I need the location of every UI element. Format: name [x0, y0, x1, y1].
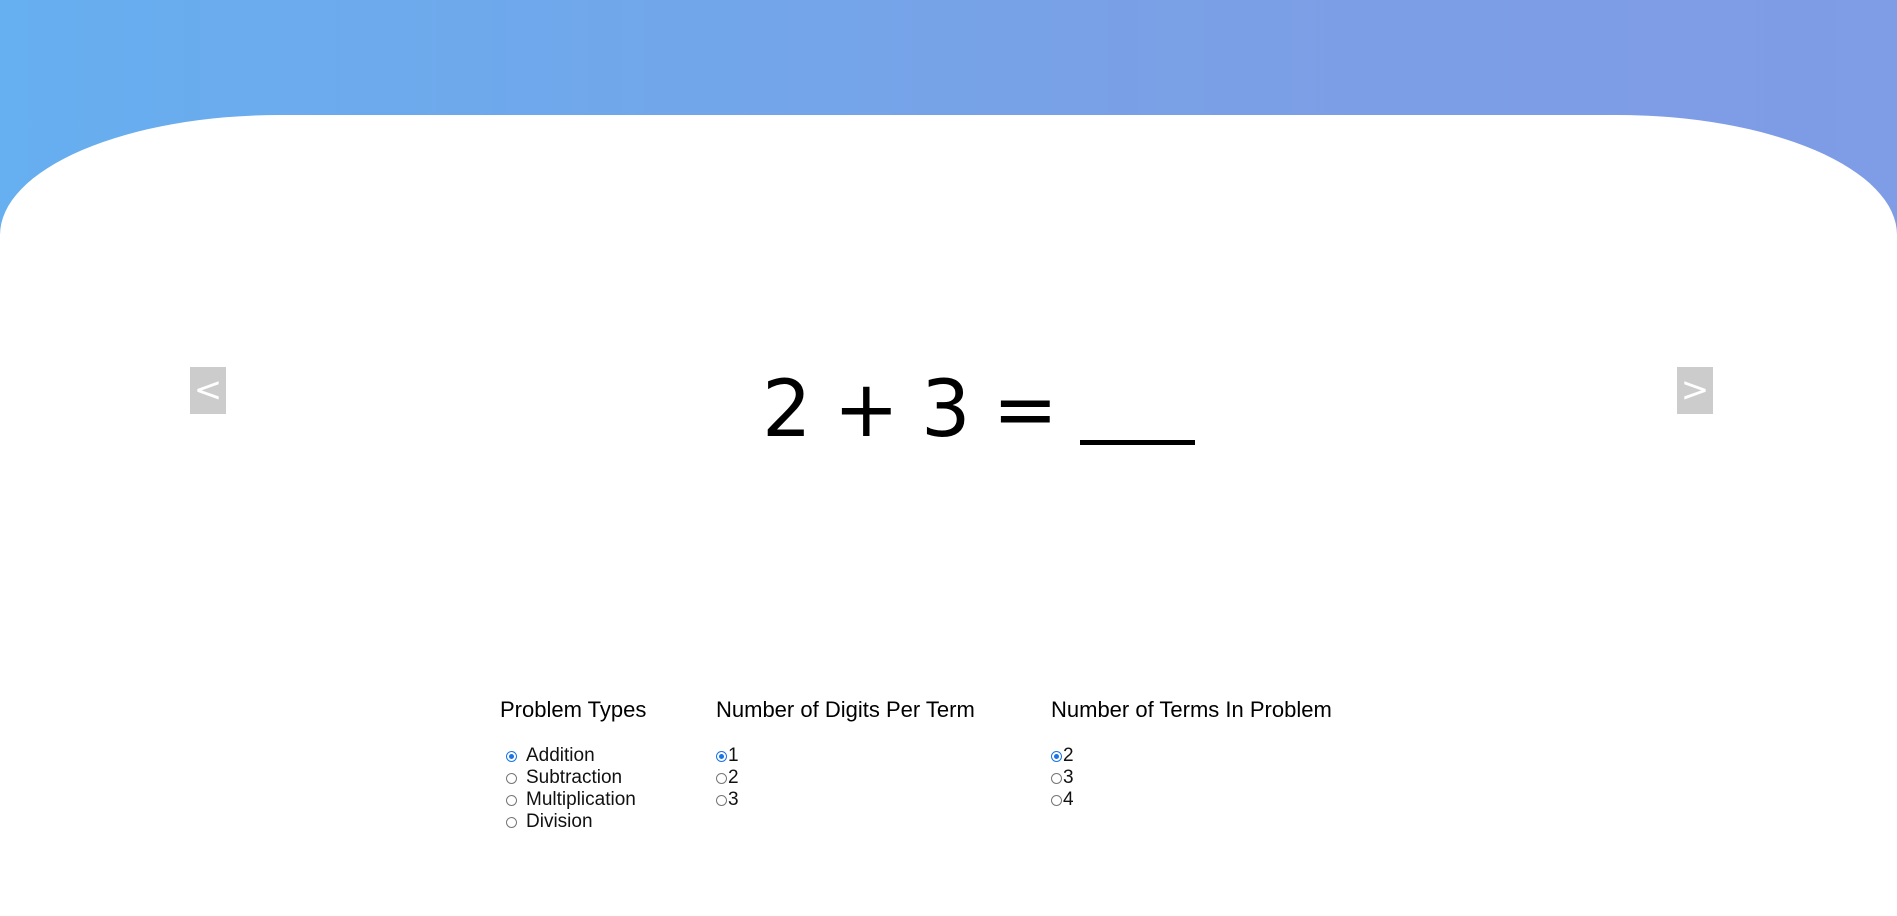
- digits-option-3[interactable]: [716, 789, 991, 811]
- problem-type-option-subtraction[interactable]: [500, 767, 656, 789]
- terms-4-label[interactable]: 4: [1063, 789, 1074, 810]
- addition-label[interactable]: Addition: [526, 745, 595, 766]
- digits-option-2[interactable]: [716, 767, 991, 789]
- digits-3-radio[interactable]: [716, 795, 727, 806]
- problem-term-1: 2: [762, 365, 812, 455]
- problem-type-option-addition[interactable]: [500, 745, 656, 767]
- math-problem: [762, 345, 1195, 455]
- problem-type-option-multiplication[interactable]: [500, 789, 656, 811]
- next-problem-button[interactable]: >: [1677, 367, 1713, 414]
- problem-types-group: [500, 697, 656, 833]
- digits-per-term-title: Number of Digits Per Term: [716, 697, 975, 722]
- subtraction-radio[interactable]: [506, 773, 517, 784]
- problem-type-option-division[interactable]: [500, 811, 656, 833]
- digits-option-1[interactable]: [716, 745, 991, 767]
- terms-option-3[interactable]: [1051, 767, 1332, 789]
- division-label[interactable]: Division: [526, 811, 593, 832]
- terms-option-4[interactable]: [1051, 789, 1332, 811]
- terms-3-radio[interactable]: [1051, 773, 1062, 784]
- terms-option-2[interactable]: [1051, 745, 1332, 767]
- digits-1-radio[interactable]: [716, 751, 727, 762]
- terms-in-problem-group: [1051, 697, 1332, 833]
- digits-3-label[interactable]: 3: [728, 789, 739, 810]
- problem-operator: +: [833, 365, 899, 455]
- addition-radio[interactable]: [506, 751, 517, 762]
- terms-in-problem-title: Number of Terms In Problem: [1051, 697, 1332, 722]
- digits-per-term-group: [716, 697, 991, 833]
- answer-blank: [1080, 440, 1195, 445]
- problem-types-title: Problem Types: [500, 697, 647, 722]
- digits-2-label[interactable]: 2: [728, 767, 739, 788]
- digits-1-label[interactable]: 1: [728, 745, 739, 766]
- terms-2-label[interactable]: 2: [1063, 745, 1074, 766]
- terms-3-label[interactable]: 3: [1063, 767, 1074, 788]
- multiplication-label[interactable]: Multiplication: [526, 789, 636, 810]
- subtraction-label[interactable]: Subtraction: [526, 767, 623, 788]
- problem-equals: =: [992, 365, 1058, 455]
- digits-2-radio[interactable]: [716, 773, 727, 784]
- terms-2-radio[interactable]: [1051, 751, 1062, 762]
- terms-4-radio[interactable]: [1051, 795, 1062, 806]
- previous-problem-button[interactable]: <: [190, 367, 226, 414]
- problem-term-2: 3: [921, 365, 971, 455]
- settings-options: [500, 697, 1392, 833]
- multiplication-radio[interactable]: [506, 795, 517, 806]
- division-radio[interactable]: [506, 817, 517, 828]
